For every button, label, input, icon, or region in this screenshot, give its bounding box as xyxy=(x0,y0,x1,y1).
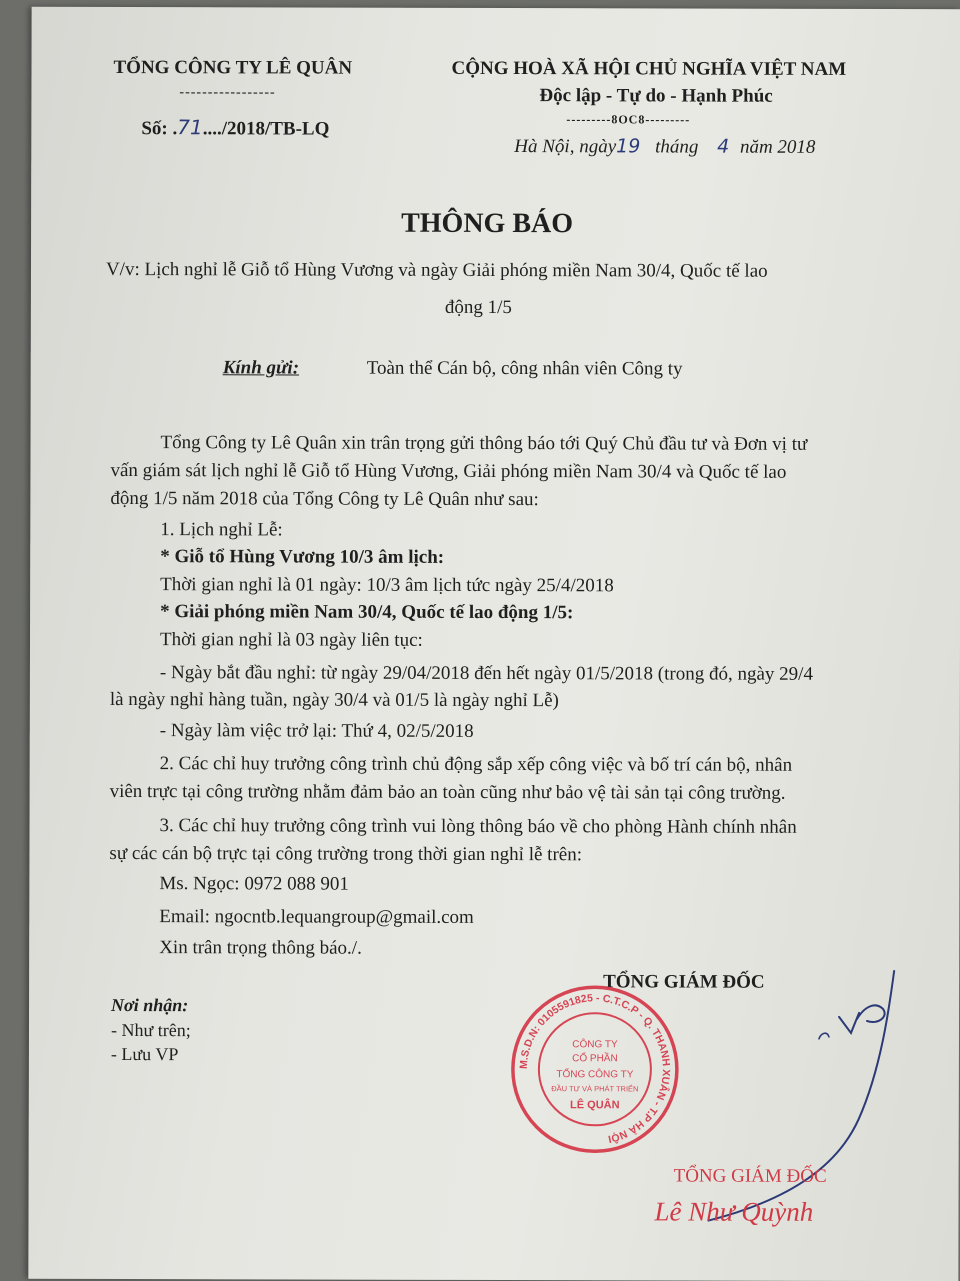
document-page xyxy=(28,7,960,1281)
date-year: năm 2018 xyxy=(739,136,816,158)
item-2-line-2: viên trực tại công trường nhằm đảm bảo an toàn cũng như bảo vệ tài sản tại công trường. xyxy=(109,780,786,804)
holiday-1-detail: Thời gian nghỉ là 01 ngày: 10/3 âm lịch tức ngày 25/4/2018 xyxy=(160,574,614,597)
subject-line-2: động 1/5 xyxy=(444,296,512,319)
item-3-line-2: sự các cán bộ trực tại công trường trong thời gian nghỉ lễ trên: xyxy=(109,842,583,866)
start-line-1: - Ngày bắt đầu nghỉ: từ ngày 29/04/2018 đến hết ngày 01/5/2018 (trong đó, ngày 29/4 xyxy=(159,662,813,685)
return-line: - Ngày làm việc trở lại: Thứ 4, 02/5/2018 xyxy=(159,720,474,742)
stamp-line-4: ĐẦU TƯ VÀ PHÁT TRIỂN xyxy=(551,1084,639,1094)
recipient-label: Kính gửi: xyxy=(222,357,300,379)
document-number xyxy=(141,115,329,140)
date-prefix: Hà Nội, ngày xyxy=(514,136,617,158)
notice-title: THÔNG BÁO xyxy=(401,207,574,240)
national-motto: Độc lập - Tự do - Hạnh Phúc xyxy=(539,85,773,107)
stamp-line-2: CỔ PHẦN xyxy=(572,1053,618,1065)
date-month-label: tháng xyxy=(655,136,699,158)
item-1-title: 1. Lịch nghỉ Lễ: xyxy=(160,519,283,541)
subject-line-1: V/v: Lịch nghỉ lễ Giỗ tổ Hùng Vương và ngày Giải phóng miền Nam 30/4, Quốc tế lao xyxy=(105,258,768,282)
country-name: CỘNG HOÀ XÃ HỘI CHỦ NGHĨA VIỆT NAM xyxy=(451,57,847,80)
date-day-handwritten: 19 xyxy=(616,135,641,158)
holiday-1-title: * Giỗ tổ Hùng Vương 10/3 âm lịch: xyxy=(160,546,445,568)
contact-name: Ms. Ngọc: 0972 088 901 xyxy=(159,873,349,895)
holiday-2-detail: Thời gian nghỉ là 03 ngày liên tục: xyxy=(159,629,423,651)
company-name: TỔNG CÔNG TY LÊ QUÂN xyxy=(113,56,353,79)
company-divider: ----------------- xyxy=(179,85,276,101)
holiday-2-title: * Giải phóng miền Nam 30/4, Quốc tế lao động 1/5: xyxy=(160,601,574,624)
intro-line-1: Tổng Công ty Lê Quân xin trân trọng gửi thông báo tới Quý Chủ đầu tư và Đơn vị tư xyxy=(160,432,808,455)
stamped-signer-title: TỔNG GIÁM ĐỐC xyxy=(673,1165,827,1187)
distribution-item: - Lưu VP xyxy=(110,1043,179,1065)
item-3-line-1: 3. Các chỉ huy trưởng công trình vui lòng thông báo về cho phòng Hành chính nhân xyxy=(159,815,797,838)
stamp-line-5: LÊ QUÂN xyxy=(570,1099,620,1112)
motto-divider: ---------8OC8--------- xyxy=(566,112,691,127)
closing-line: Xin trân trọng thông báo./. xyxy=(159,937,362,959)
intro-line-3: động 1/5 năm 2018 của Tổng Công ty Lê Quân như sau: xyxy=(110,487,539,511)
document-number-prefix: Số: . xyxy=(141,118,178,140)
stamp-line-1: CÔNG TY xyxy=(572,1039,618,1051)
contact-email: Email: ngocntb.lequangroup@gmail.com xyxy=(159,906,474,928)
signer-name: Lê Như Quỳnh xyxy=(654,1196,814,1227)
distribution-label: Nơi nhận: xyxy=(111,994,189,1016)
date-month-handwritten: 4 xyxy=(717,135,730,158)
document-number-suffix: ..../2018/TB-LQ xyxy=(202,118,330,140)
start-line-2: là ngày nghỉ hàng tuần, ngày 30/4 và 01/5 là ngày nghỉ Lễ) xyxy=(109,688,559,712)
document-date xyxy=(514,135,815,159)
item-2-line-1: 2. Các chỉ huy trưởng công trình chủ động sắp xếp công việc và bố trí cán bộ, nhân xyxy=(159,753,793,776)
signature-title: TỔNG GIÁM ĐỐC xyxy=(603,971,765,993)
stamp-line-3: TỔNG CÔNG TY xyxy=(556,1069,634,1081)
handwritten-signature xyxy=(588,958,919,1229)
stamp-ring-text: M.S.D.N: 0105591825 - C.T.C.P - Q. THANH XUÂN - T.P HÀ NỘI xyxy=(517,992,672,1145)
distribution-item: - Như trên; xyxy=(110,1019,191,1041)
document-number-handwritten: 71 xyxy=(177,115,203,140)
recipient-value: Toàn thể Cán bộ, công nhân viên Công ty xyxy=(366,357,683,380)
intro-line-2: vấn giám sát lịch nghỉ lễ Giỗ tổ Hùng Vương, Giải phóng miền Nam 30/4 và Quốc tế lao xyxy=(110,459,787,483)
